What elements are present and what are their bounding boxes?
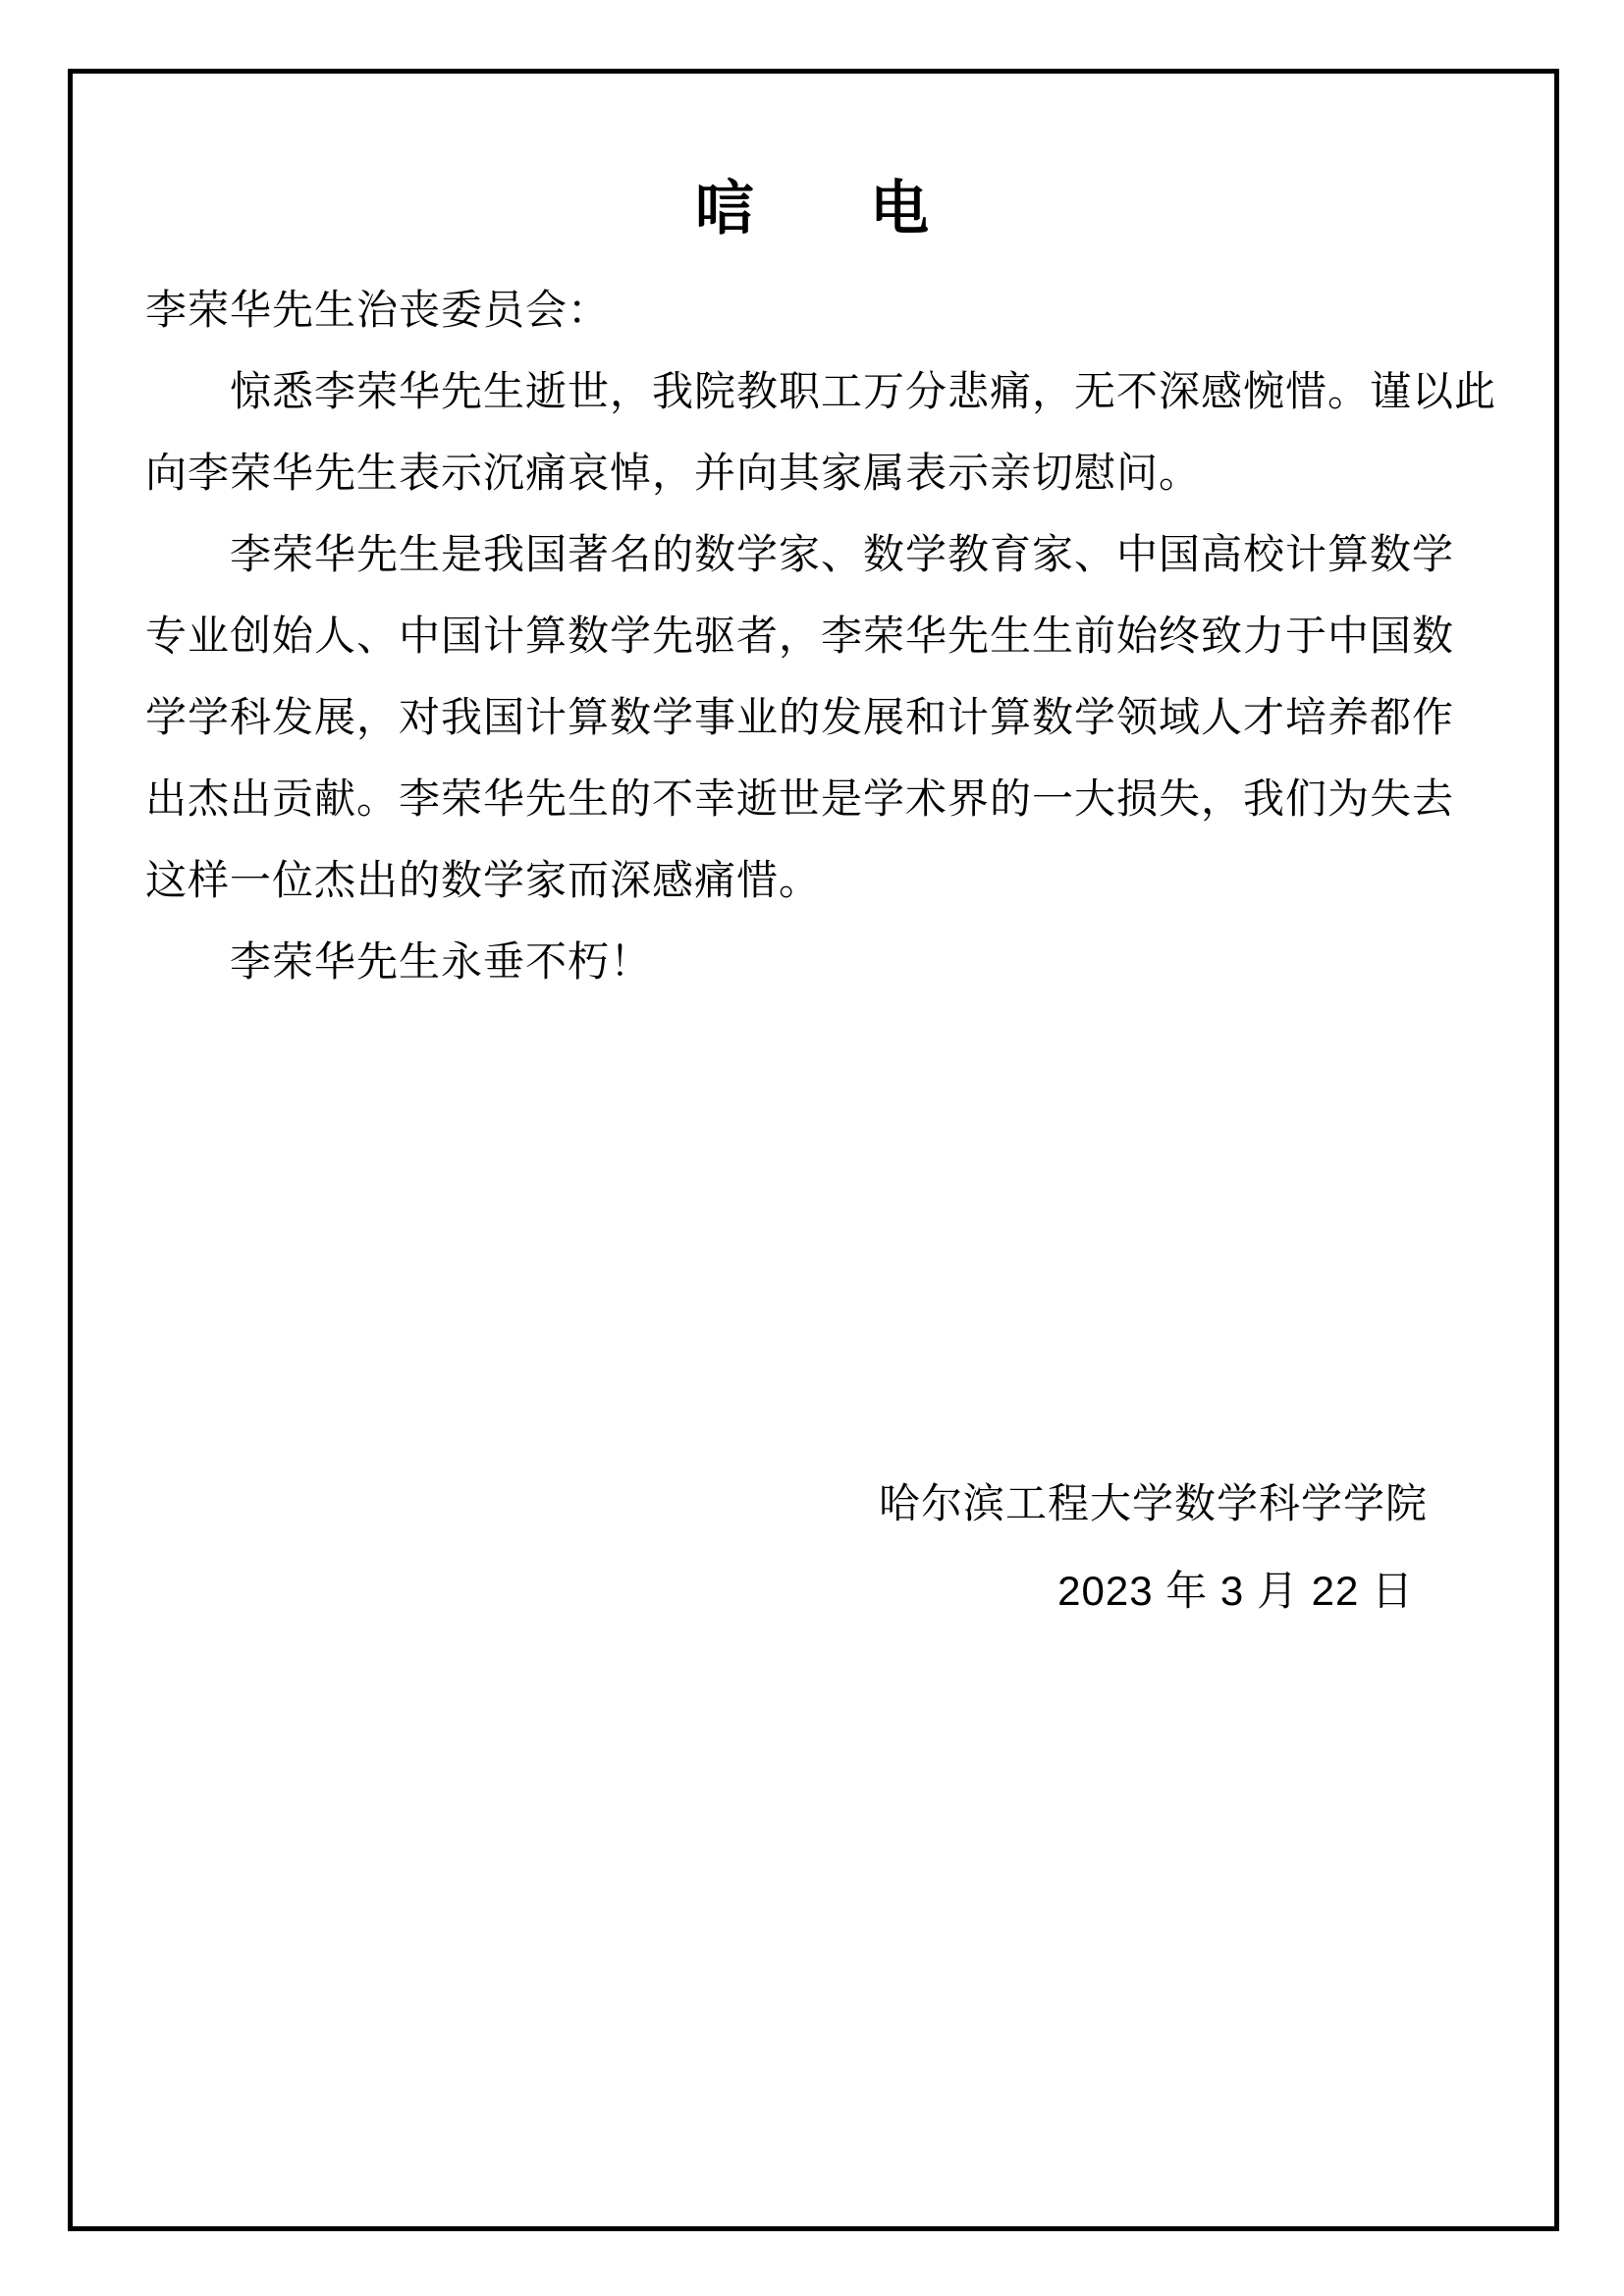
- body-line: 学学科发展，对我国计算数学事业的发展和计算数学领域人才培养都作: [145, 694, 1455, 740]
- body-line: 出杰出贡献。李荣华先生的不幸逝世是学术界的一大损失，我们为失去: [145, 775, 1455, 822]
- signature-organization: 哈尔滨工程大学数学科学学院: [878, 1480, 1428, 1526]
- body-line: 专业创始人、中国计算数学先驱者，李荣华先生生前始终致力于中国数: [145, 613, 1455, 659]
- body-text: [145, 269, 1497, 1002]
- body-line: 李荣华先生治丧委员会：: [145, 287, 611, 333]
- signature-date: 2023 年 3 月 22 日: [1057, 1568, 1414, 1614]
- body-line: 李荣华先生永垂不朽！: [230, 938, 653, 985]
- title-char-1: 唁: [695, 177, 754, 241]
- signature-block: [0, 1460, 1428, 1634]
- body-line: 李荣华先生是我国著名的数学家、数学教育家、中国高校计算数学: [230, 531, 1455, 577]
- body-line: 这样一位杰出的数学家而深感痛惜。: [145, 857, 822, 903]
- document-title: [0, 177, 1624, 241]
- body-line: 惊悉李荣华先生逝世，我院教职工万分悲痛，无不深感惋惜。谨以此: [230, 368, 1497, 414]
- body-line: 向李荣华先生表示沉痛哀悼，并向其家属表示亲切慰问。: [145, 450, 1202, 496]
- title-char-2: 电: [870, 177, 929, 241]
